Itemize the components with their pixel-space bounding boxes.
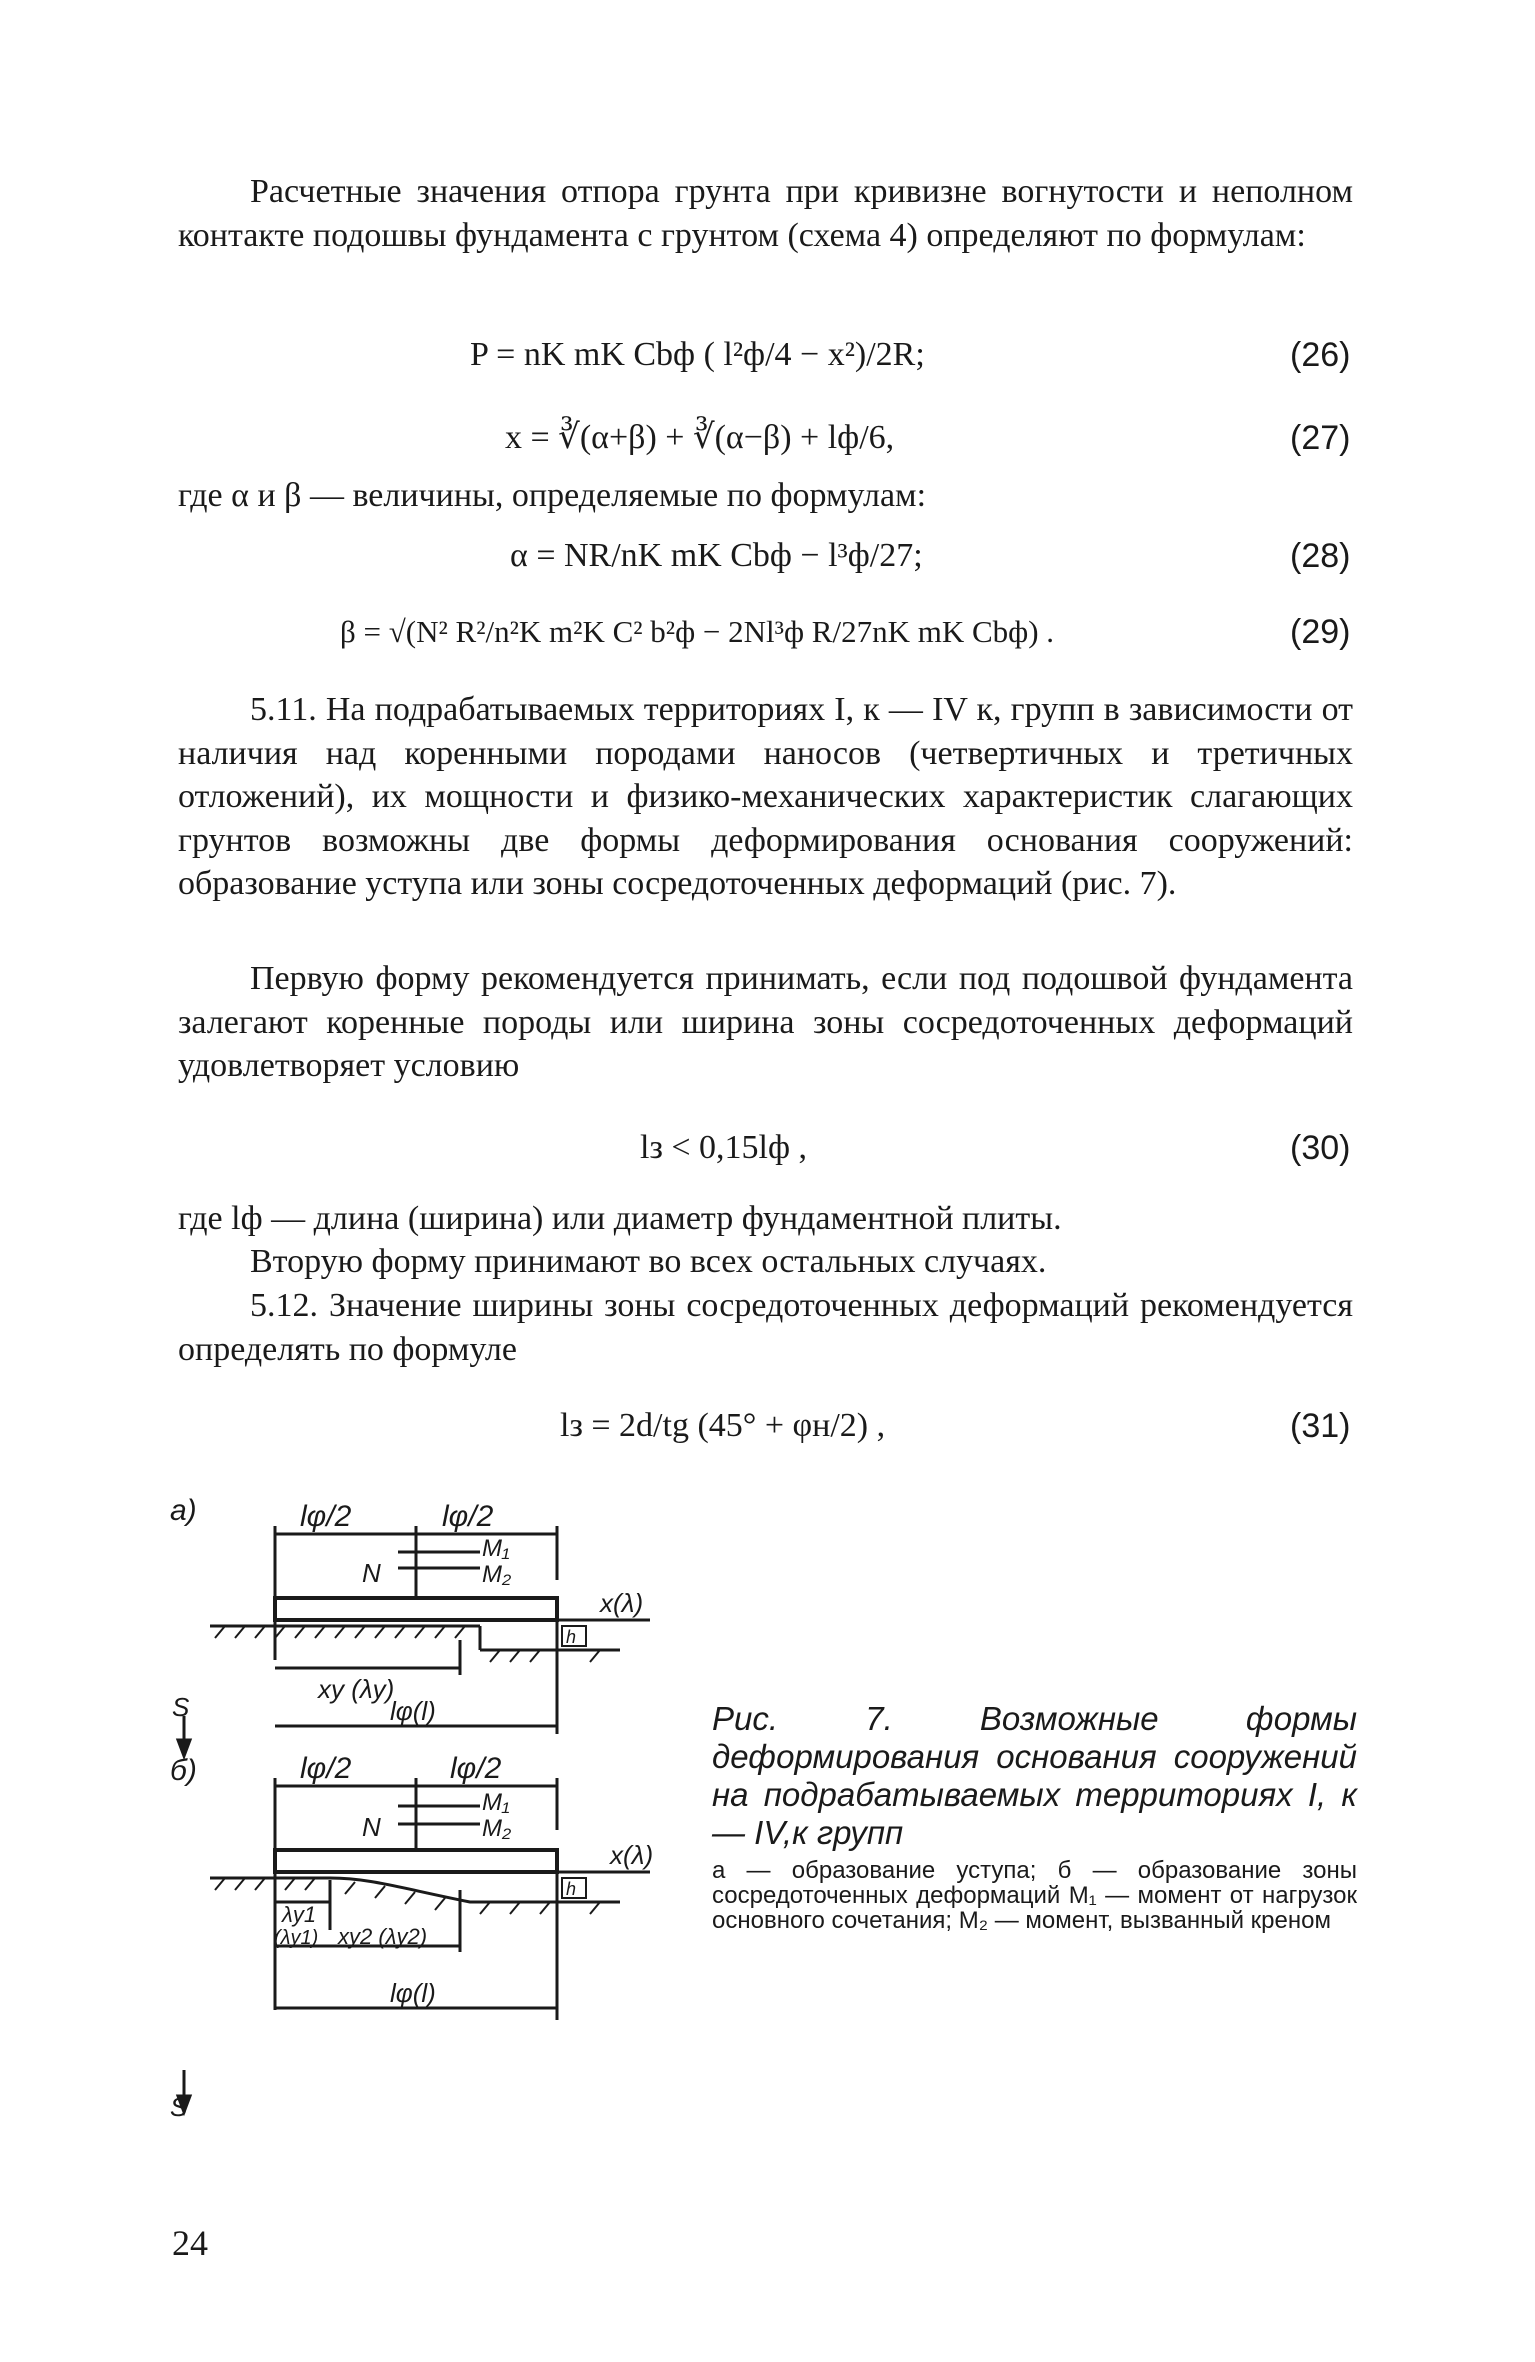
- equation-number-30: (30): [1290, 1129, 1351, 1167]
- paragraph-where-lf: где lф — длина (ширина) или диаметр фундаментной плиты.: [178, 1200, 1062, 1237]
- axis-x-b: x(λ): [610, 1840, 654, 1870]
- figure-7-diagram: [170, 1490, 690, 2130]
- h-label-a: h: [566, 1627, 577, 1647]
- paragraph-alpha-beta: где α и β — величины, определяемые по формулам:: [178, 477, 927, 514]
- dim-xy1: λy1: [282, 1902, 317, 1927]
- paragraph-5-11: 5.11. На подрабатываемых территориях I, к — IV к, групп в зависимости от наличия над коренными породами наносов (четвертичных и третичных отложений), их мощности и физико-механических характеристик слагающих грунтов возможны две формы деформирования основания сооружений: образование уступа или зоны сосредоточенных деформаций (рис. 7).: [178, 691, 1353, 902]
- moment-m2-b: M₂: [482, 1815, 512, 1842]
- dim-half-right-a: lφ/2: [442, 1500, 494, 1533]
- panel-b-label: б): [170, 1754, 197, 1787]
- moment-m1-b: M₁: [482, 1789, 510, 1816]
- equation-number-31: (31): [1290, 1407, 1351, 1445]
- dim-half-right-b: lφ/2: [450, 1752, 502, 1785]
- dim-xy1-paren: (λy1): [274, 1927, 319, 1949]
- equation-number-29: (29): [1290, 613, 1351, 651]
- s-label-b: S: [170, 2092, 188, 2122]
- paragraph-first-form: Первую форму рекомендуется принимать, если под подошвой фундамента залегают коренные породы или ширина зоны сосредоточенных деформаций удовлетворяет условию: [178, 960, 1353, 1084]
- equation-28: α = NR/nK mK Cbф − l³ф/27;: [510, 537, 923, 574]
- moment-m2-a: M₂: [482, 1561, 512, 1588]
- force-n-b: N: [362, 1812, 381, 1842]
- s-label-a: S: [172, 1692, 190, 1722]
- dim-l-total-a: lφ(l): [390, 1696, 436, 1726]
- dim-half-left-b: lφ/2: [300, 1752, 352, 1785]
- equation-30: lз < 0,15lф ,: [640, 1129, 808, 1166]
- force-n-a: N: [362, 1558, 381, 1588]
- equation-number-26: (26): [1290, 336, 1351, 374]
- panel-a-label: а): [170, 1494, 197, 1527]
- equation-27: x = ∛(α+β) + ∛(α−β) + lф/6,: [505, 419, 895, 456]
- paragraph-second-form: Вторую форму принимают во всех остальных случаях.: [250, 1243, 1047, 1280]
- equation-number-28: (28): [1290, 537, 1351, 575]
- equation-26: P = nK mK Cbф ( l²ф/4 − x²)/2R;: [470, 336, 925, 373]
- figure-caption-title: Рис. 7. Возможные формы деформирования основания сооружений на подрабатываемых территориях I, к — IV,к групп: [712, 1700, 1357, 1851]
- moment-m1-a: M₁: [482, 1535, 510, 1562]
- paragraph-5-12: 5.12. Значение ширины зоны сосредоточенных деформаций рекомендуется определять по формуле: [178, 1287, 1353, 1368]
- dim-xy-a: xy (λy): [318, 1674, 395, 1704]
- paragraph-intro: Расчетные значения отпора грунта при кривизне вогнутости и неполном контакте подошвы фундамента с грунтом (схема 4) определяют по формулам:: [178, 173, 1353, 254]
- dim-half-left-a: lφ/2: [300, 1500, 352, 1533]
- axis-x-a: x(λ): [600, 1588, 644, 1618]
- h-label-b: h: [566, 1879, 577, 1899]
- figure-caption-body: а — образование уступа; б — образование зоны сосредоточенных деформаций M₁ — момент от нагрузок основного сочетания; M₂ — момент, вызванный креном: [712, 1857, 1357, 1934]
- page-number: 24: [172, 2223, 208, 2263]
- equation-number-27: (27): [1290, 419, 1351, 457]
- dim-xy2: xy2 (λy2): [338, 1924, 428, 1949]
- equation-29: β = √(N² R²/n²K m²K C² b²ф − 2Nl³ф R/27nK mK Cbф) .: [340, 614, 1055, 649]
- equation-31: lз = 2d/tg (45° + φн/2) ,: [560, 1407, 886, 1444]
- dim-l-total-b: lφ(l): [390, 1978, 436, 2008]
